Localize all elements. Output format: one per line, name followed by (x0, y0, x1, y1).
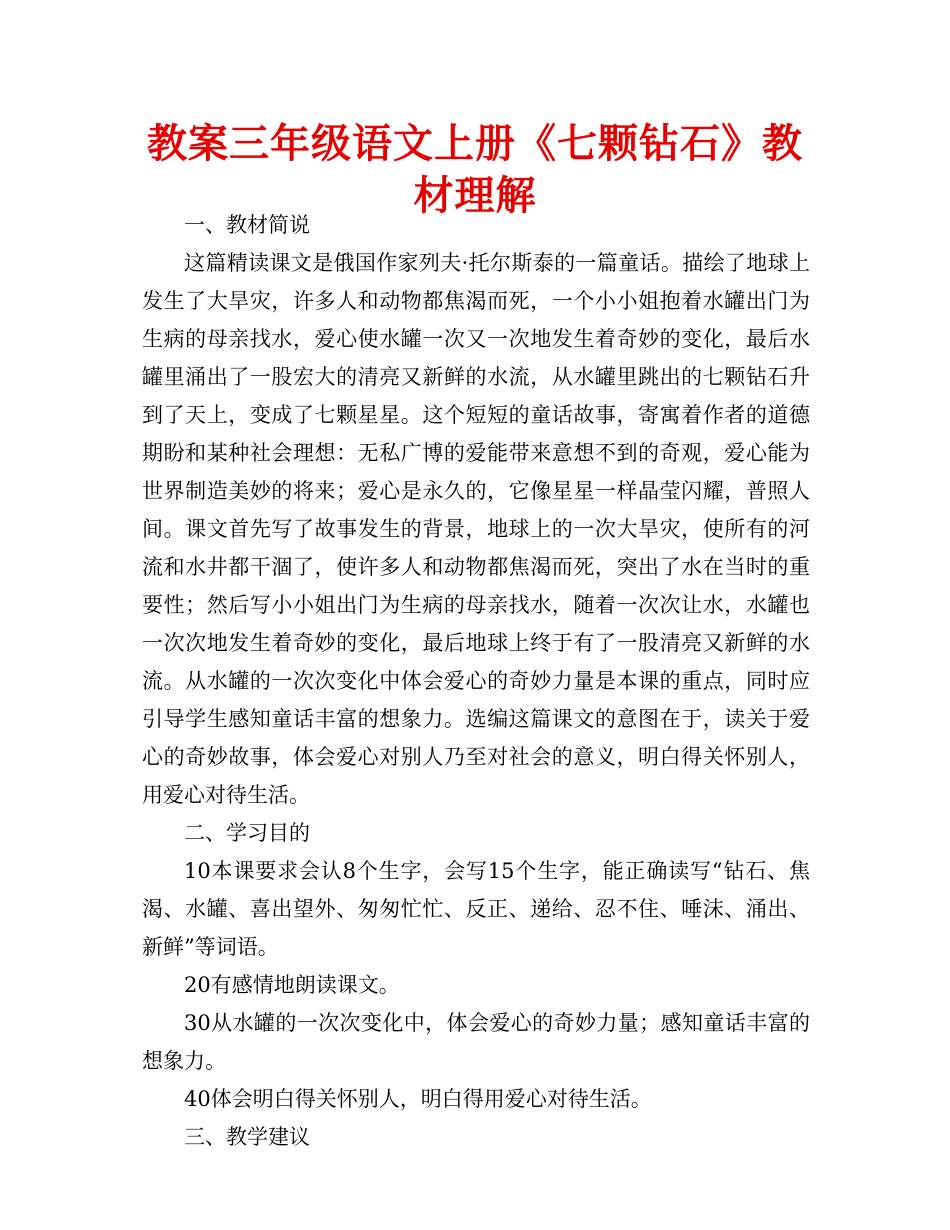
goal-item-3: 30从水罐的一次次变化中，体会爱心的奇妙力量；感知童话丰富的想象力。 (142, 1011, 810, 1073)
section-heading-textbook-overview: 一、教材简说 (184, 213, 310, 237)
goal-item-4: 40体会明白得关怀别人，明白得用爱心对待生活。 (184, 1087, 652, 1111)
paragraph-textbook-overview: 这篇精读课文是俄国作家列夫·托尔斯泰的一篇童话。描绘了地球上发生了大旱灾，许多人和动物都焦渴而死，一个小小姐抱着水罐出门为生病的母亲找水，爱心使水罐一次又一次地发生着奇妙的变化，最后水罐里涌出了一股宏大的清亮又新鲜的水流，从水罐里跳出的七颗钻石升到了天上，变成了七颗星星。这个短短的童话故事，寄寓着作者的道德期盼和某种社会理想：无私广博的爱能带来意想不到的奇观，爱心能为世界制造美妙的将来；爱心是永久的，它像星星一样晶莹闪耀，普照人间。课文首先写了故事发生的背景，地球上的一次大旱灾，使所有的河流和水井都干涸了，使许多人和动物都焦渴而死，突出了水在当时的重要性；然后写小小姐出门为生病的母亲找水，随着一次次让水，水罐也一次次地发生着奇妙的变化，最后地球上终于有了一股清亮又新鲜的水流。从水罐的一次次变化中体会爱心的奇妙力量是本课的重点，同时应引导学生感知童话丰富的想象力。选编这篇课文的意图在于，读关于爱心的奇妙故事，体会爱心对别人乃至对社会的意义，明白得关怀别人，用爱心对待生活。 (142, 251, 810, 807)
document-title: 教案三年级语文上册《七颗钻石》教材理解 (147, 121, 803, 219)
goal-item-2: 20有感情地朗读课文。 (184, 973, 400, 997)
goal-item-1: 10本课要求会认8个生字，会写15个生字，能正确读写“钻石、焦渴、水罐、喜出望外、匆匆忙忙、反正、递给、忍不住、唾沫、涌出、新鲜”等词语。 (142, 859, 810, 959)
document-body (142, 206, 810, 1156)
section-heading-learning-goals: 二、学习目的 (184, 821, 310, 845)
section-heading-teaching-suggestions: 三、教学建议 (184, 1125, 310, 1149)
